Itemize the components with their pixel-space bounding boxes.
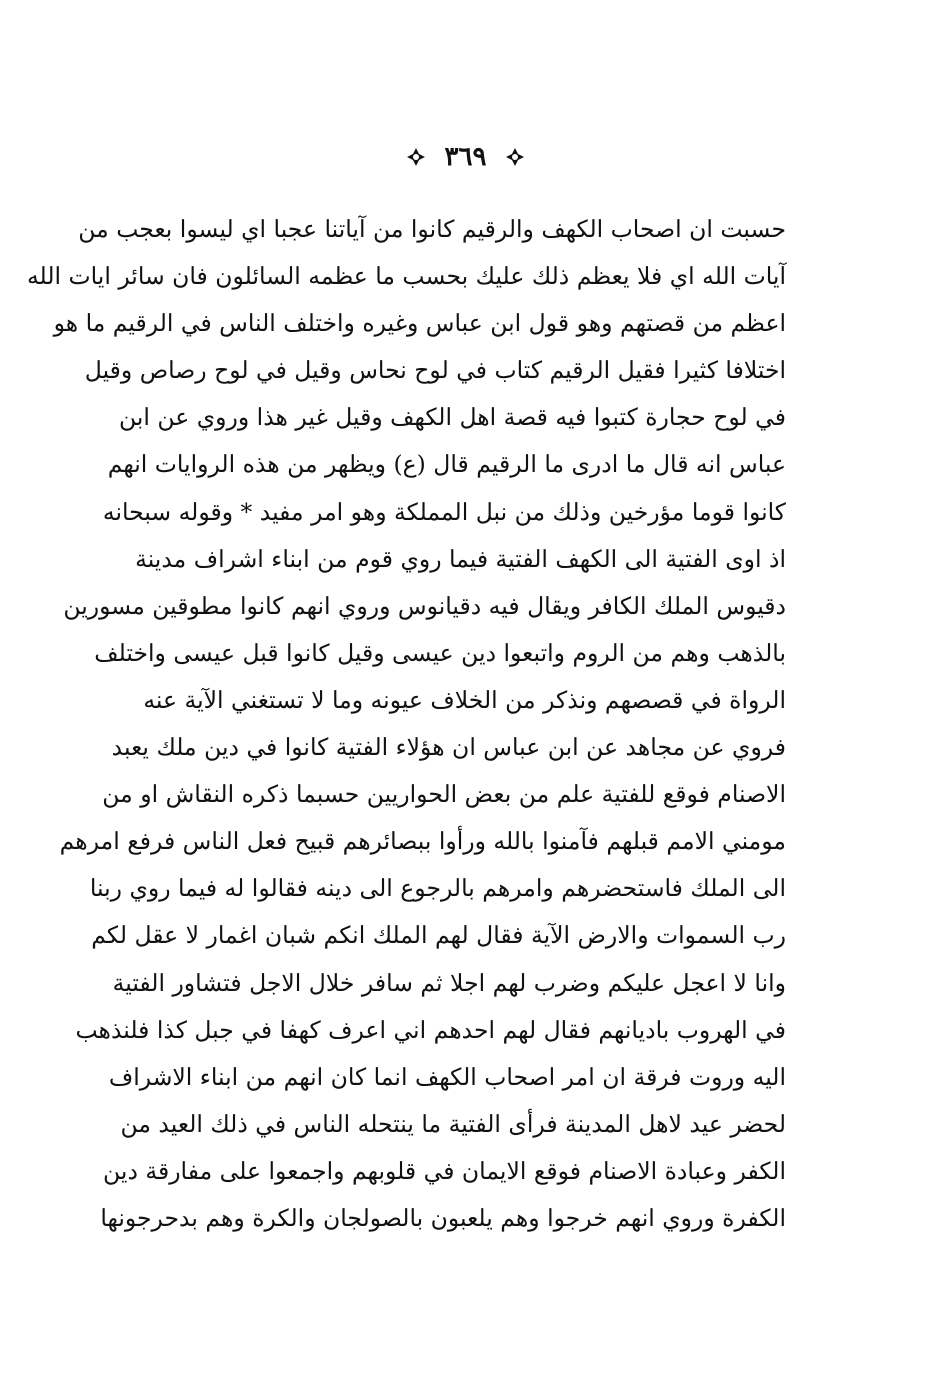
text-line: اعظم من قصتهم وهو قول ابن عباس وغيره واختلف الناس في الرقيم ما هو (53, 309, 786, 338)
text-line: مومني الامم قبلهم فآمنوا بالله ورأوا ببصائرهم قبيح فعل الناس فرفع امرهم (59, 827, 786, 856)
text-line: في لوح حجارة كتبوا فيه قصة اهل الكهف وقيل غير هذا وروي عن ابن (118, 403, 786, 432)
text-line: الى الملك فاستحضرهم وامرهم بالرجوع الى دينه فقالوا له فيما روي ربنا (89, 874, 786, 903)
body-text (26, 206, 786, 1242)
ornament-right-icon (504, 146, 526, 168)
text-line: عباس انه قال ما ادرى ما الرقيم قال (ع) ويظهر من هذه الروايات انهم (107, 450, 786, 479)
text-line: الاصنام فوقع للفتية علم من بعض الحواريين حسبما ذكره النقاش او من (102, 780, 786, 809)
text-line: فروي عن مجاهد عن ابن عباس ان هؤلاء الفتية كانوا في دين ملك يعبد (111, 733, 786, 762)
page-header (0, 135, 931, 179)
text-line: اذ اوى الفتية الى الكهف الفتية فيما روي قوم من ابناء اشراف مدينة (135, 544, 786, 573)
text-line: آيات الله اي فلا يعظم ذلك عليك بحسب ما عظمه السائلون فان سائر ايات الله (26, 262, 786, 291)
text-line: الكفر وعبادة الاصنام فوقع الايمان في قلوبهم واجمعوا على مفارقة دين (103, 1156, 786, 1185)
text-line: اختلافا كثيرا فقيل الرقيم كتاب في لوح نحاس وقيل في لوح رصاص وقيل (84, 356, 786, 385)
text-line: الرواة في قصصهم ونذكر من الخلاف عيونه وما لا تستغني الآية عنه (143, 685, 786, 714)
text-line: كانوا قوما مؤرخين وذلك من نبل المملكة وهو امر مفيد * وقوله سبحانه (102, 497, 786, 526)
text-line: الكفرة وروي انهم خرجوا وهم يلعبون بالصولجان والكرة وهم بدحرجونها (100, 1203, 786, 1232)
text-line: اليه وروت فرقة ان امر اصحاب الكهف انما كان انهم من ابناء الاشراف (108, 1062, 786, 1091)
text-line: بالذهب وهم من الروم واتبعوا دين عيسى وقيل كانوا قبل عيسى واختلف (94, 638, 786, 667)
text-line: رب السموات والارض الآية فقال لهم الملك انكم شبان اغمار لا عقل لكم (91, 921, 786, 950)
page-number: ٣٦٩ (444, 142, 487, 172)
text-line: لحضر عيد لاهل المدينة فرأى الفتية ما ينتحله الناس في ذلك العيد من (120, 1109, 786, 1138)
text-line: دقيوس الملك الكافر ويقال فيه دقيانوس وروي انهم كانوا مطوقين مسورين (63, 591, 786, 620)
text-line: وانا لا اعجل عليكم وضرب لهم اجلا ثم سافر خلال الاجل فتشاور الفتية (112, 968, 786, 997)
text-line: في الهروب باديانهم فقال لهم احدهم اني اعرف كهفا في جبل كذا فلنذهب (75, 1015, 786, 1044)
ornament-left-icon (405, 146, 427, 168)
text-line: حسبت ان اصحاب الكهف والرقيم كانوا من آياتنا عجبا اي ليسوا بعجب من (78, 215, 786, 243)
